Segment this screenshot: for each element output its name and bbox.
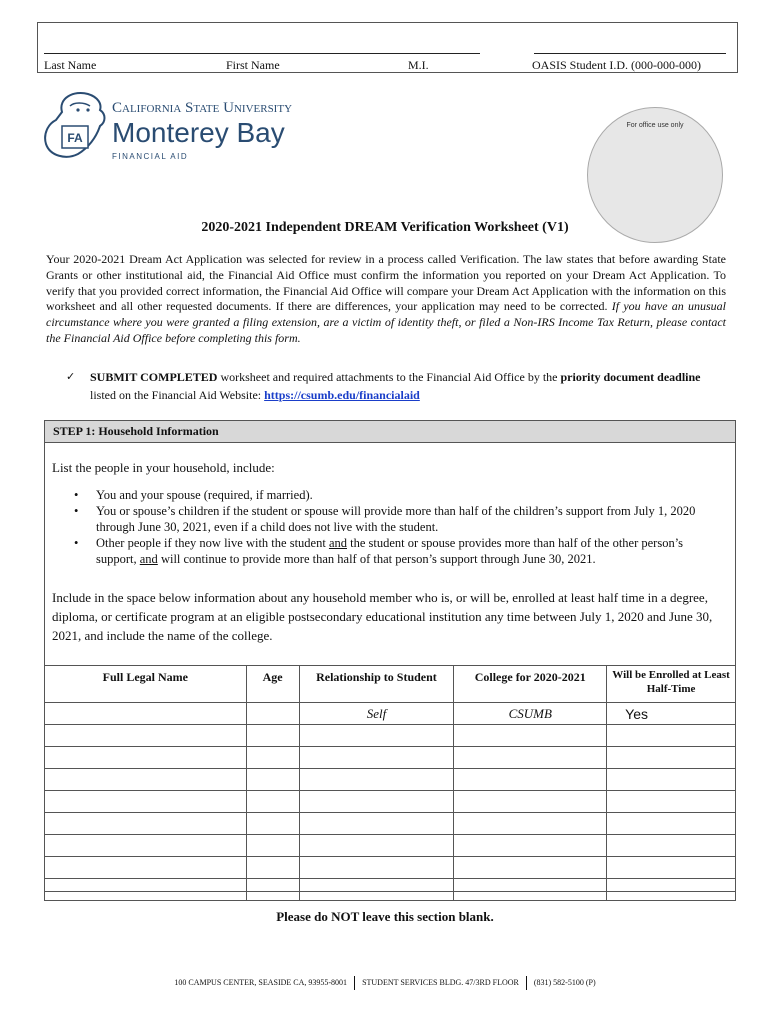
relationship-cell[interactable] (299, 835, 454, 857)
relationship-cell[interactable] (299, 879, 454, 901)
list-item: • You and your spouse (required, if married). (74, 488, 313, 502)
submit-text-2: listed on the Financial Aid Website: (90, 388, 265, 402)
enrolled-cell[interactable] (607, 725, 736, 747)
college-cell[interactable] (454, 725, 607, 747)
name-cell[interactable] (45, 769, 247, 791)
page-footer (0, 976, 770, 990)
footer-building: STUDENT SERVICES BLDG. 47/3RD FLOOR (362, 977, 519, 987)
name-cell[interactable] (45, 857, 247, 879)
list-item: • Other people if they now live with the student and the student or spouse provides more than half of the other person’s support, and will continue to provide more than half of that person’s support through June 30, 2021. (74, 536, 684, 566)
deadline-bold: priority document deadline (560, 370, 701, 384)
table-header-row (45, 666, 736, 703)
age-cell[interactable] (246, 769, 299, 791)
age-cell[interactable] (246, 791, 299, 813)
age-cell[interactable] (246, 747, 299, 769)
household-list-intro: List the people in your household, include: (52, 460, 275, 475)
col-header-enrolled: Will be Enrolled at Least Half-Time (607, 666, 736, 703)
enrolled-cell[interactable] (607, 813, 736, 835)
relationship-cell[interactable] (299, 725, 454, 747)
name-cell[interactable] (45, 835, 247, 857)
list-item: • You or spouse’s children if the student or spouse will provide more than half of the children’s support from July 1, 2020 through June 30, 2021, even if a child does not live with the student. (74, 504, 696, 534)
table-row (45, 747, 736, 769)
otter-icon (44, 90, 304, 166)
submit-bold: SUBMIT COMPLETED (90, 370, 218, 384)
name-cell[interactable] (45, 791, 247, 813)
age-cell[interactable] (246, 835, 299, 857)
college-cell[interactable] (454, 835, 607, 857)
name-line[interactable] (44, 53, 480, 54)
enrolled-cell[interactable] (607, 791, 736, 813)
age-cell[interactable] (246, 857, 299, 879)
enrolled-cell[interactable] (607, 835, 736, 857)
bullet-icon: • (74, 536, 79, 550)
table-row (45, 725, 736, 747)
bullet-icon: • (74, 504, 79, 518)
enrolled-cell[interactable] (607, 769, 736, 791)
household-criteria-list (74, 487, 724, 567)
relationship-cell[interactable] (299, 813, 454, 835)
age-cell[interactable] (246, 703, 299, 725)
page-title: 2020-2021 Independent DREAM Verification Worksheet (V1) (201, 220, 569, 235)
footer-phone: (831) 582-5100 (P) (533, 977, 596, 987)
oasis-id-label: OASIS Student I.D. (000-000-000) (532, 58, 701, 72)
footer-divider (354, 976, 355, 990)
table-row (45, 813, 736, 835)
bullet-icon: • (74, 488, 79, 502)
college-cell[interactable] (454, 747, 607, 769)
relationship-cell[interactable] (299, 747, 454, 769)
student-name-box (37, 22, 738, 73)
enrolled-cell[interactable]: Yes (607, 703, 736, 725)
name-cell[interactable] (45, 703, 247, 725)
footer-divider (526, 976, 527, 990)
fa-badge-text: FA (67, 131, 83, 145)
table-row (45, 857, 736, 879)
financial-aid-link[interactable]: https://csumb.edu/financialaid (264, 388, 420, 402)
college-cell[interactable] (454, 791, 607, 813)
office-use-label: For office use only (626, 122, 684, 129)
relationship-cell[interactable] (299, 791, 454, 813)
relationship-cell[interactable] (299, 769, 454, 791)
name-cell[interactable] (45, 725, 247, 747)
footer-address: 100 CAMPUS CENTER, SEASIDE CA, 93955-8001 (174, 977, 348, 987)
submit-text-1: worksheet and required attachments to the Financial Aid Office by the (217, 370, 561, 384)
intro-text: Your 2020-2021 Dream Act Application was selected for review in a process called Verification. The law states that before awarding State Grants or other institutional aid, the Financial Aid Office must confirm the information you reported on your Dream Act Application. To verify that you provided correct information, the Financial Aid Office will compare your Dream Act Application with the information on this worksheet and all other requested documents. If there are differences, your application may need to be corrected. (46, 252, 726, 314)
oasis-id-line[interactable] (534, 53, 726, 54)
blank-section-warning: Please do NOT leave this section blank. (276, 909, 494, 924)
submit-instruction (66, 368, 726, 404)
name-cell[interactable] (45, 879, 247, 901)
enrolled-cell[interactable] (607, 879, 736, 901)
relationship-cell[interactable]: Self (299, 703, 454, 725)
college-cell[interactable] (454, 879, 607, 901)
col-header-age: Age (246, 666, 299, 703)
age-cell[interactable] (246, 813, 299, 835)
step1-heading: STEP 1: Household Information (45, 421, 735, 443)
logo-dept-text: FINANCIAL AID (112, 152, 189, 161)
college-cell[interactable] (454, 857, 607, 879)
table-row (45, 769, 736, 791)
table-row (45, 703, 736, 725)
include-instruction: Include in the space below information about any household member who is, or will be, enrolled at least half time in a degree, diploma, or certificate program at an eligible postsecondary educational institution any time between July 1, 2020 and June 30, 2021, and include the name of the college. (52, 590, 713, 643)
age-cell[interactable] (246, 879, 299, 901)
col-header-college: College for 2020-2021 (454, 666, 607, 703)
col-header-relationship: Relationship to Student (299, 666, 454, 703)
col-header-name: Full Legal Name (45, 666, 247, 703)
enrolled-cell[interactable] (607, 747, 736, 769)
csumb-logo (44, 90, 304, 166)
household-table (44, 665, 736, 901)
college-cell[interactable]: CSUMB (454, 703, 607, 725)
relationship-cell[interactable] (299, 857, 454, 879)
checkmark-icon: ✓ (66, 370, 76, 383)
college-cell[interactable] (454, 813, 607, 835)
first-name-label: First Name (226, 58, 280, 72)
enrolled-cell[interactable] (607, 857, 736, 879)
logo-university-text: California State University (112, 100, 293, 116)
intro-paragraph (46, 252, 726, 347)
last-name-label: Last Name (44, 58, 97, 72)
table-row (45, 879, 736, 901)
age-cell[interactable] (246, 725, 299, 747)
name-cell[interactable] (45, 747, 247, 769)
table-row (45, 791, 736, 813)
college-cell[interactable] (454, 769, 607, 791)
logo-campus-text: Monterey Bay (112, 117, 285, 148)
mi-label: M.I. (408, 58, 429, 72)
intro-italic-text: If you have an unusual circumstance where you were granted a filing extension, are a victim of identity theft, or filed a Non-IRS Income Tax Return, please contact the Financial Aid Office before completing this form. (46, 299, 727, 345)
table-row (45, 835, 736, 857)
name-cell[interactable] (45, 813, 247, 835)
